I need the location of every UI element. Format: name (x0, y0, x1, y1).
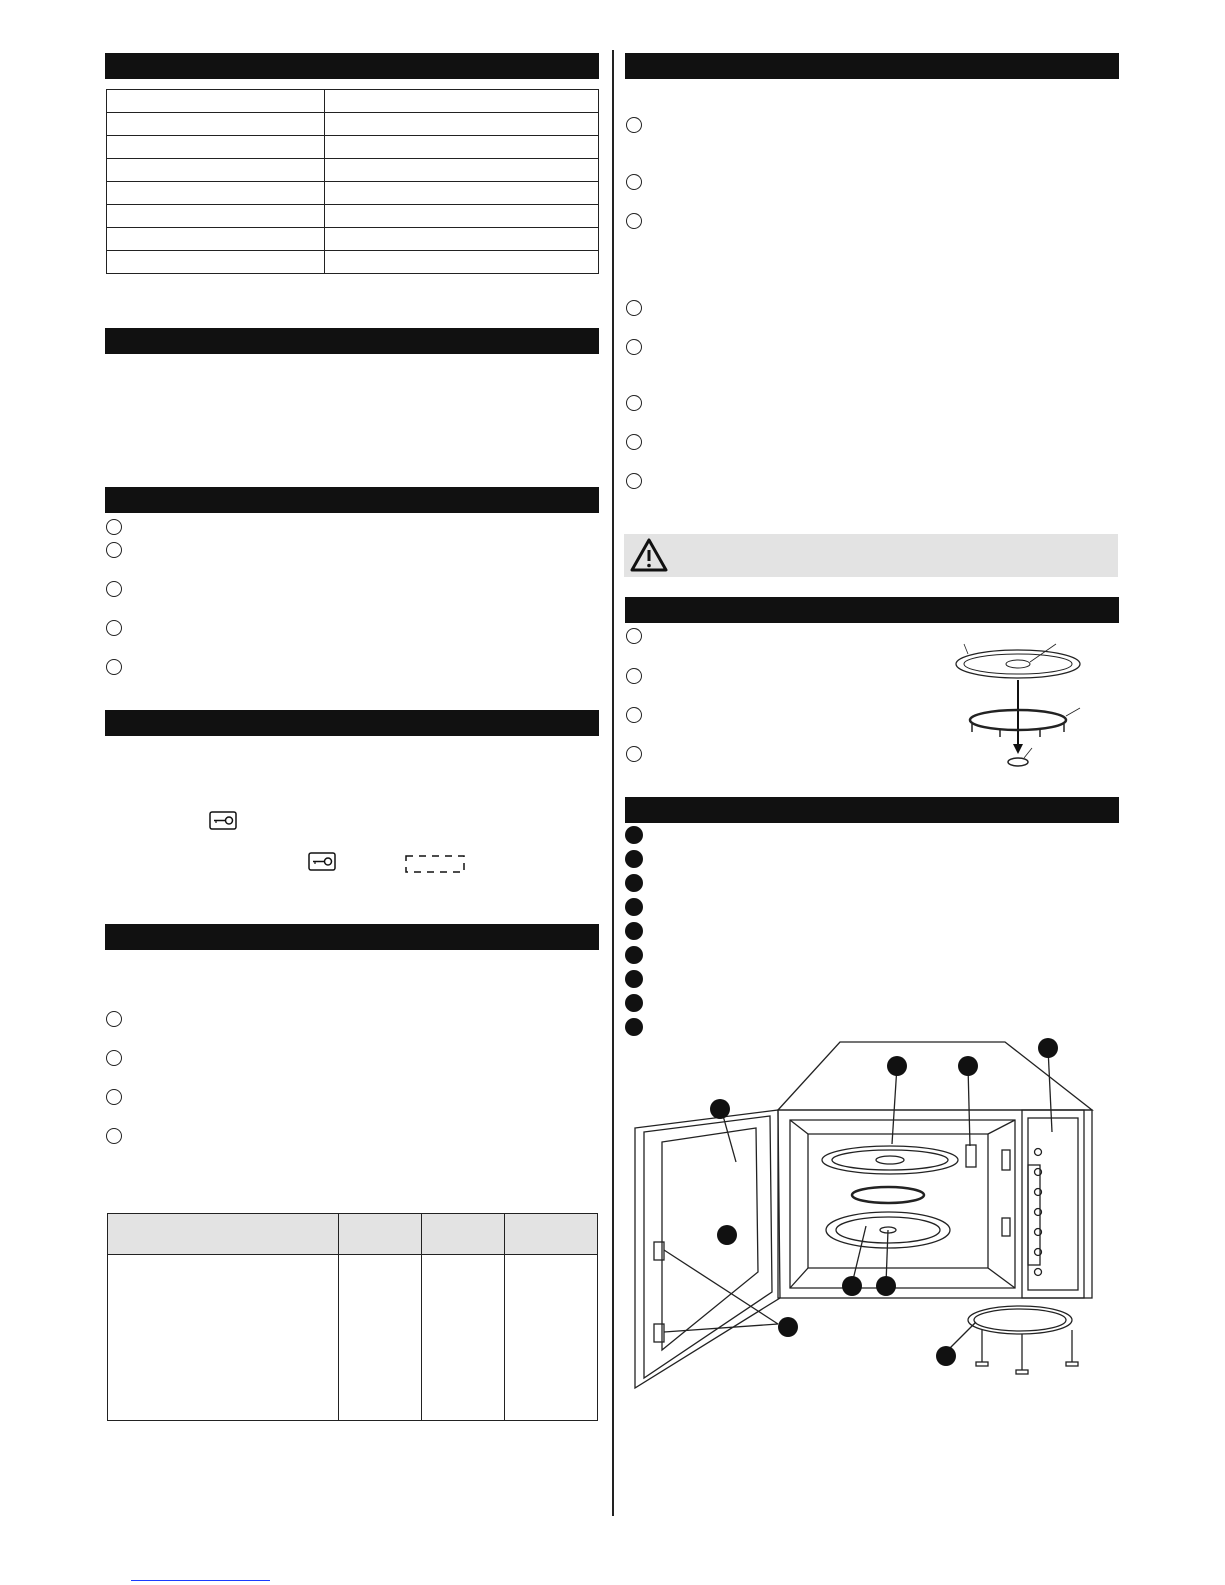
section-header-2 (105, 328, 599, 354)
step-marker (626, 668, 642, 684)
part-marker (625, 826, 643, 844)
step-marker (626, 628, 642, 644)
section-header-parts (625, 797, 1119, 823)
section-header-6 (625, 53, 1119, 79)
display-dashes-icon (404, 854, 466, 874)
turntable-assembly-diagram (950, 640, 1090, 780)
table-row (107, 205, 599, 228)
step-marker (626, 213, 642, 229)
step-marker (626, 339, 642, 355)
part-marker (625, 994, 643, 1012)
part-marker (625, 970, 643, 988)
key-icon (308, 852, 336, 871)
table-row (107, 113, 599, 136)
step-marker (626, 395, 642, 411)
part-marker (625, 946, 643, 964)
step-marker (106, 1011, 122, 1027)
step-marker (106, 659, 122, 675)
footer-link-underline (131, 1580, 270, 1581)
part-marker (625, 850, 643, 868)
table-row (108, 1255, 598, 1421)
specifications-table (106, 89, 599, 274)
table-header-row (108, 1214, 598, 1255)
step-marker (106, 1128, 122, 1144)
step-marker (626, 174, 642, 190)
step-marker (106, 620, 122, 636)
step-marker (626, 117, 642, 133)
section-header-child-lock (105, 710, 599, 736)
table-row (107, 251, 599, 274)
step-marker (626, 707, 642, 723)
step-marker (106, 1050, 122, 1066)
microwave-parts-diagram (630, 1030, 1100, 1410)
step-marker (626, 300, 642, 316)
step-marker (106, 581, 122, 597)
step-marker (106, 1089, 122, 1105)
table-row (107, 136, 599, 159)
section-header-specifications (105, 53, 599, 79)
section-header-5 (105, 924, 599, 950)
cookware-table (107, 1213, 598, 1421)
column-divider (612, 50, 614, 1516)
step-marker (626, 473, 642, 489)
section-header-3 (105, 487, 599, 513)
part-marker (625, 874, 643, 892)
table-row (107, 159, 599, 182)
section-header-turntable (625, 597, 1119, 623)
table-row (107, 228, 599, 251)
warning-box (624, 534, 1118, 577)
table-row (107, 182, 599, 205)
table-row (107, 90, 599, 113)
step-marker (626, 746, 642, 762)
key-icon (209, 811, 237, 830)
step-marker (106, 519, 122, 535)
part-marker (625, 922, 643, 940)
part-marker (625, 898, 643, 916)
step-marker (626, 434, 642, 450)
step-marker (106, 542, 122, 558)
warning-triangle-icon (629, 537, 669, 573)
